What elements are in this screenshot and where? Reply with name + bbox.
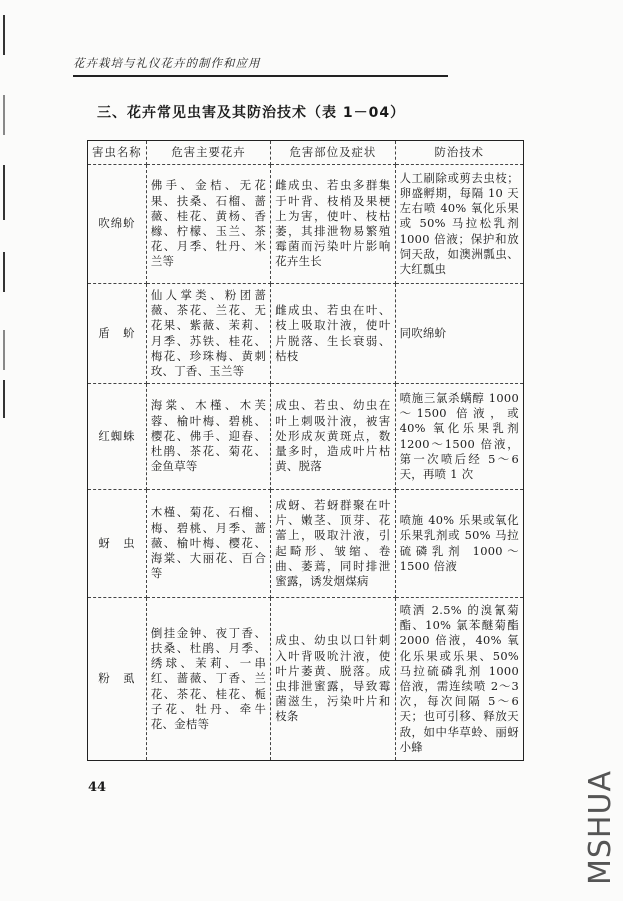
table-header-row	[88, 141, 524, 165]
control-method: 喷施三氯杀螨醇 1000～1500 倍液，或 40% 氧化乐果乳剂 1200～1500 倍液，第一次喷后经 5～6 天，再喷 1 次	[395, 384, 523, 490]
section-title: 三、花卉常见虫害及其防治技术（表 1－04）	[97, 105, 406, 121]
pest-name: 盾 蚧	[88, 284, 147, 384]
header-host-plants: 危害主要花卉	[146, 141, 270, 165]
table-row	[88, 284, 524, 384]
table-row	[88, 384, 524, 490]
header-rule	[73, 75, 448, 77]
table-row	[88, 490, 524, 598]
header-pest-name: 害虫名称	[88, 141, 147, 165]
table-row	[88, 598, 524, 761]
control-method: 同吹绵蚧	[395, 284, 523, 384]
symptoms: 雌成虫、若虫在叶、枝上吸取汁液，使叶片脱落、生长衰弱、枯枝	[271, 284, 395, 384]
pest-name: 红蜘蛛	[88, 384, 147, 490]
scan-margin-mark	[3, 165, 5, 220]
watermark: MSHUA	[583, 770, 618, 885]
scan-margin-mark	[3, 15, 5, 55]
symptoms: 成虫、幼虫以口针刺入叶背吸吮汁液，使叶片萎黄、脱落。成虫排泄蜜露，导致霉菌滋生，污染叶片和枝条	[271, 598, 395, 761]
host-plants: 佛手、金桔、无花果、扶桑、石榴、蔷薇、桂花、黄杨、香橼、柠檬、玉兰、茶花、月季、牡丹、米兰等	[146, 165, 270, 284]
host-plants: 木槿、菊花、石榴、梅、碧桃、月季、蔷薇、榆叶梅、樱花、海棠、大丽花、百合等	[146, 490, 270, 598]
table-row	[88, 165, 524, 284]
host-plants: 倒挂金钟、夜丁香、扶桑、杜鹃、月季、绣球、茉莉、一串红、蔷薇、丁香、兰花、茶花、桂花、栀子花、牡丹、牵牛花、金桔等	[146, 598, 270, 761]
scan-margin-mark	[3, 95, 5, 135]
scan-margin-mark	[3, 330, 5, 370]
control-method: 喷洒 2.5% 的溴氰菊酯、10% 氯苯醚菊酯 2000 倍液，40% 氧化乐果或乐果、50% 马拉硫磷乳剂 1000 倍液，需连续喷 2～3 次，每次间隔 5～6 天；也可引移、释放天敌，如中华草蛉、丽蚜小蜂	[395, 598, 523, 761]
pest-control-table	[87, 140, 524, 761]
page-number: 44	[88, 780, 107, 795]
pest-name: 蚜 虫	[88, 490, 147, 598]
host-plants: 仙人掌类、粉团蔷薇、茶花、兰花、无花果、紫薇、茉莉、月季、苏铁、桂花、梅花、珍珠梅、黄刺玫、丁香、玉兰等	[146, 284, 270, 384]
symptoms: 雌成虫、若虫多群集于叶背、枝梢及果梗上为害，使叶、枝枯萎，其排泄物易繁殖霉菌而污染叶片影响花卉生长	[271, 165, 395, 284]
scan-margin-mark	[3, 380, 5, 418]
header-symptoms: 危害部位及症状	[271, 141, 395, 165]
control-method: 喷施 40% 乐果或氧化乐果乳剂或 50% 马拉硫磷乳剂 1000～1500 倍液	[395, 490, 523, 598]
symptoms: 成蚜、若蚜群聚在叶片、嫩茎、顶芽、花蕾上，吸取汁液，引起畸形、皱缩、卷曲、萎蔫，同时排泄蜜露，诱发烟煤病	[271, 490, 395, 598]
pest-name: 吹绵蚧	[88, 165, 147, 284]
control-method: 人工刷除或剪去虫枝；卵盛孵期，每隔 10 天左右喷 40% 氧化乐果或 50% 马拉松乳剂 1000 倍液；保护和放饲天敌，如澳洲瓢虫、大红瓢虫	[395, 165, 523, 284]
header-control: 防治技术	[395, 141, 523, 165]
scan-margin-mark	[3, 252, 5, 292]
symptoms: 成虫、若虫、幼虫在叶上刺吸汁液，被害处形成灰黄斑点，数量多时，造成叶片枯黄、脱落	[271, 384, 395, 490]
running-header: 花卉栽培与礼仪花卉的制作和应用	[73, 56, 261, 70]
pest-name: 粉 虱	[88, 598, 147, 761]
host-plants: 海棠、木槿、木芙蓉、榆叶梅、碧桃、樱花、佛手、迎春、杜鹃、茶花、菊花、金鱼草等	[146, 384, 270, 490]
